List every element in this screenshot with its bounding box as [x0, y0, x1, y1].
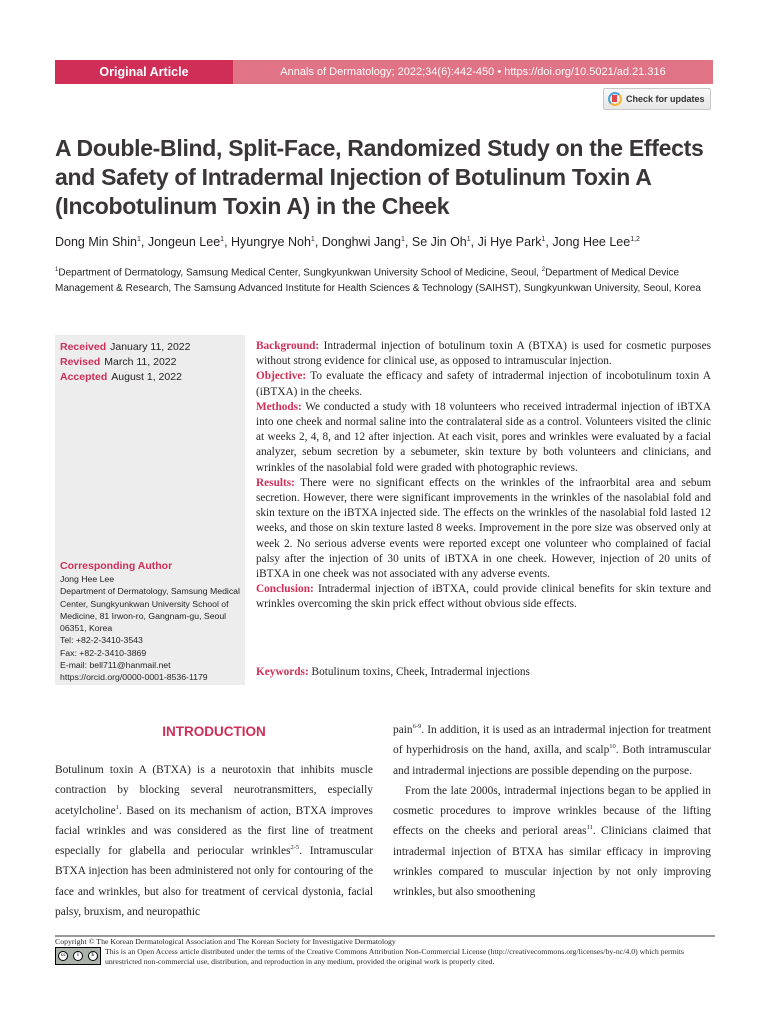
corresponding-author: [60, 559, 245, 684]
body-text: . Clinicians claimed that intradermal injection of BTXA has similar efficacy in improving wrinkles compared to muscular injection by not only improving wrinkles, but also smoothening: [393, 825, 711, 899]
received-label: Received: [60, 341, 107, 353]
results-label: Results:: [256, 476, 295, 489]
background-label: Background:: [256, 340, 320, 352]
accepted-label: Accepted: [60, 371, 108, 383]
author-affiliation-ref: 1: [466, 235, 471, 243]
revised-date: March 11, 2022: [104, 356, 177, 368]
citation-ref[interactable]: 11: [586, 824, 593, 832]
corresponding-author-fax: Fax: +82-2-3410-3869: [60, 647, 147, 658]
author: Donghwi Jang: [321, 235, 401, 249]
objective-label: Objective:: [256, 370, 307, 383]
abstract-methods: [256, 400, 711, 476]
body-text: pain: [393, 724, 413, 736]
body-paragraph: [55, 760, 373, 922]
citation-ref[interactable]: 10: [609, 743, 616, 751]
conclusion-label: Conclusion:: [256, 583, 314, 596]
body-text: Botulinum toxin A (BTXA) is a neurotoxin that inhibits muscle contraction by blocking several neurotransmitters, especially acetylcholine: [55, 764, 373, 817]
body-paragraph: [393, 781, 711, 903]
keywords-label: Keywords:: [256, 666, 309, 678]
author: Se Jin Oh: [411, 235, 467, 249]
author-affiliation-ref: 1: [310, 235, 315, 243]
check-for-updates-button[interactable]: [603, 88, 711, 110]
affiliation-number: 1: [55, 267, 59, 273]
affiliation-2: Department of Medical Device Management & Research, The Samsung Advanced Institute for Health Sciences & Technology (SAIHST), Sungkyunkwan University, Seoul, Korea: [55, 267, 701, 294]
citation-ref[interactable]: 1: [115, 803, 119, 811]
affiliation-1: Department of Dermatology, Samsung Medical Center, Sungkyunkwan University School of Medicine, Seoul,: [58, 267, 542, 279]
article-dates: [60, 340, 191, 385]
author: Dong Min Shin: [55, 235, 137, 249]
body-column-right: [393, 720, 711, 903]
author-affiliation-ref: 1,2: [630, 235, 640, 243]
author: Jong Hee Lee: [552, 235, 631, 249]
journal-header-bar: [55, 60, 713, 84]
accepted-date: August 1, 2022: [111, 371, 182, 383]
copyright-footer: [55, 937, 715, 967]
body-text: . Both intramuscular and intradermal injections are possible depending on the purpose.: [393, 744, 711, 777]
article-title: A Double-Blind, Split-Face, Randomized Study on the Effects and Safety of Intradermal Injection of Botulinum Toxin A (Incobotulinum Toxin A) in the Cheek: [55, 135, 704, 219]
results-text: There were no significant effects on the wrinkles of the infraorbital area and sebum secretion. However, there were significant improvements in the wrinkles of the nasolabial fold and skin texture on the iBTXA injected side. The effects on the wrinkles of the nasolabial fold lasted 12 weeks, and those on skin texture lasted 8 weeks. Improvement in the pore size was observed only at week 2. No serious adverse events were reported except one volunteer who complained of facial palsy after the injection of 30 units of iBTXA in one cheek. However, injection of 20 units of iBTXA in one cheek was not associated with any adverse events.: [256, 476, 711, 581]
corresponding-author-name: Jong Hee Lee: [60, 574, 115, 584]
keywords-value: Botulinum toxins, Cheek, Intradermal injections: [308, 666, 530, 678]
background-text: Intradermal injection of botulinum toxin A (BTXA) is used for cosmetic purposes without strong evidence for clinical use, as opposed to intramuscular injection.: [256, 340, 711, 368]
article-info-sidebar: [55, 335, 245, 685]
section-heading-introduction: INTRODUCTION: [162, 724, 266, 739]
methods-text: We conducted a study with 18 volunteers who received intradermal injection of iBTXA into one cheek and normal saline into the contralateral side as a control. Volunteers visited the clinic at weeks 2, 4, 8, and 12 after injection. At each visit, pores and wrinkles were evaluated by a facial analyzer, sebum secretion by a sebumeter, skin texture by both volunteers and clinicians, and wrinkles of the nasolabial fold were graded with photographic reviews.: [256, 400, 711, 474]
cc-icon: cc: [58, 951, 68, 961]
abstract-results: [256, 476, 711, 582]
corresponding-author-heading: Corresponding Author: [60, 560, 173, 572]
cc-by-nc-license-icon[interactable]: [55, 947, 101, 965]
abstract: [256, 339, 711, 613]
article-type-label: Original Article: [55, 60, 233, 84]
abstract-background: [256, 339, 711, 369]
conclusion-text: Intradermal injection of iBTXA, could provide clinical benefits for skin texture and wrinkles overcoming the skin prick effect without obvious side effects.: [256, 583, 711, 611]
check-updates-label: Check for updates: [626, 94, 705, 104]
affiliations: [55, 263, 715, 296]
affiliation-number: 2: [541, 267, 546, 273]
corresponding-author-email[interactable]: E-mail: bell711@hanmail.net: [60, 660, 171, 671]
methods-label: Methods:: [256, 400, 302, 413]
revised-label: Revised: [60, 356, 101, 368]
author-affiliation-ref: 1: [541, 235, 546, 243]
author: Ji Hye Park: [477, 235, 542, 249]
copyright-text: Copyright © The Korean Dermatological Association and The Korean Society for Investigative Dermatology: [55, 937, 396, 946]
citation-ref[interactable]: 6-9: [412, 723, 422, 731]
body-text: . Intramuscular BTXA injection has been administered not only for contouring of the face and wrinkles, but also for treatment of cervical dystonia, facial palsy, bruxism, and neuropathic: [55, 845, 373, 919]
body-column-left: [55, 760, 373, 922]
author-affiliation-ref: 1: [401, 235, 405, 243]
received-date: January 11, 2022: [110, 341, 191, 353]
author: Hyungrye Noh: [231, 235, 311, 249]
keywords: [256, 666, 711, 678]
abstract-objective: [256, 369, 711, 399]
author-affiliation-ref: 1: [220, 235, 225, 243]
corresponding-author-address: Department of Dermatology, Samsung Medical Center, Sungkyunkwan University School of Medicine, 81 Irwon-ro, Gangnam-gu, Seoul 06351, Korea: [60, 586, 240, 634]
body-text: From the late 2000s, intradermal injections began to be applied in cosmetic procedures to improve wrinkles because of the lifting effects on the cheeks and perioral areas: [393, 784, 711, 838]
citation-ref[interactable]: 2-5: [290, 844, 300, 852]
license-text: This is an Open Access article distributed under the terms of the Creative Commons Attribution Non-Commercial License (http://creativecommons.org/licenses/by-nc/4.0) which permits unrestricted non-commercial use, distribution, and reproduction in any medium, provided the original work is properly cited.: [105, 947, 685, 966]
objective-text: To evaluate the efficacy and safety of intradermal injection of incobotulinum toxin A (iBTXA) in the cheeks.: [256, 370, 711, 398]
abstract-conclusion: [256, 582, 711, 612]
corresponding-author-orcid-link[interactable]: https://orcid.org/0000-0001-8536-1179: [60, 672, 208, 683]
author-list: Dong Min Shin$^1$, Jongeun Lee$^1$, Hyungrye Noh$^1$, Donghwi Jang$^1$, Se Jin Oh$^1$, Ji Hye Park$^1$, Jong Hee Lee$^{1,2}$: [55, 235, 640, 249]
author-affiliation-ref: 1: [137, 235, 141, 243]
corresponding-author-tel: Tel: +82-2-3410-3543: [60, 635, 143, 646]
crossmark-icon: [608, 92, 622, 106]
nc-icon: $: [88, 951, 98, 961]
body-text: . In addition, it is used as an intradermal injection for treatment of hyperhidrosis on the hand, axilla, and scalp: [393, 724, 711, 757]
author: Jongeun Lee: [147, 235, 221, 249]
body-paragraph: [393, 720, 711, 781]
body-text: . Based on its mechanism of action, BTXA improves facial wrinkles and was considered as the first line of treatment especially for glabella and periocular wrinkles: [55, 804, 373, 858]
by-icon: i: [73, 951, 83, 961]
citation-doi[interactable]: Annals of Dermatology; 2022;34(6):442-450 • https://doi.org/10.5021/ad.21.316: [233, 60, 713, 84]
